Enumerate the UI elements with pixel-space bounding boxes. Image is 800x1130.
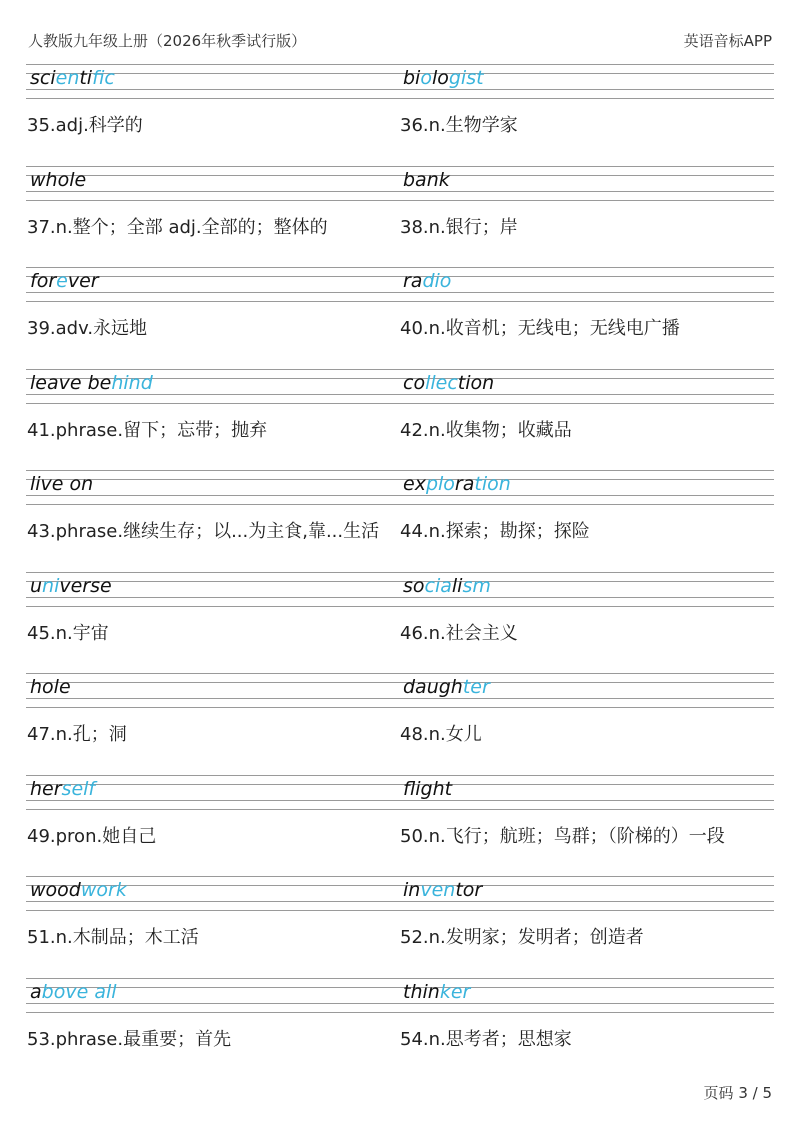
word-meaning: 35.adj.科学的 (27, 115, 143, 136)
english-word (30, 472, 93, 496)
syllable: whole (30, 168, 87, 191)
writing-rule (26, 987, 774, 988)
syllable-highlight: fic (92, 67, 115, 89)
writing-rule (26, 581, 774, 582)
word-meaning: 44.n.探索；勘探；探险 (400, 521, 590, 542)
syllable: u (30, 574, 43, 597)
writing-rule (26, 470, 774, 471)
word-meaning: 43.phrase.继续生存；以...为主食,靠...生活 (27, 521, 380, 542)
writing-lines (26, 166, 774, 202)
vocab-row (0, 369, 800, 471)
writing-rule (26, 978, 774, 979)
word-meaning: 39.adv.永远地 (27, 318, 148, 339)
syllable: tion (457, 371, 495, 394)
writing-rule (26, 885, 774, 886)
english-word (30, 980, 117, 1004)
word-meaning: 37.n.整个；全部 adj.全部的；整体的 (27, 216, 328, 238)
english-word (403, 574, 491, 598)
english-word (403, 980, 470, 1004)
syllable: thin (403, 980, 440, 1003)
writing-rule (26, 301, 774, 302)
syllable-highlight: tion (474, 473, 511, 495)
english-word (403, 777, 452, 801)
word-meaning: 38.n.银行；岸 (400, 216, 518, 238)
syllable: in (403, 879, 421, 901)
page-header (28, 30, 772, 52)
syllable-highlight: self (61, 777, 96, 800)
syllable: daugh (403, 676, 463, 698)
writing-lines (26, 470, 774, 506)
syllable: her (30, 777, 62, 800)
english-word (403, 66, 484, 90)
writing-rule (26, 775, 774, 776)
app-name: 英语音标APP (683, 32, 772, 50)
vocabulary-list (0, 64, 800, 1079)
english-word (403, 269, 451, 293)
syllable: for (30, 270, 57, 292)
word-meaning: 47.n.孔；洞 (27, 724, 127, 745)
word-meaning: 48.n.女儿 (400, 724, 482, 745)
english-word (403, 472, 511, 496)
vocab-row (0, 64, 800, 166)
english-word (403, 168, 450, 192)
syllable: ra (403, 270, 423, 292)
vocab-row (0, 978, 800, 1080)
writing-rule (26, 784, 774, 785)
vocab-row (0, 166, 800, 268)
writing-lines (26, 572, 774, 608)
syllable-highlight: ven (420, 879, 456, 901)
writing-rule (26, 267, 774, 268)
writing-rule (26, 597, 774, 598)
writing-rule (26, 682, 774, 683)
syllable: so (403, 574, 425, 597)
writing-rule (26, 175, 774, 176)
writing-lines (26, 876, 774, 912)
word-meaning: 52.n.发明家；发明者；创造者 (400, 927, 644, 948)
writing-rule (26, 403, 774, 404)
vocab-row (0, 673, 800, 775)
word-meaning: 42.n.收集物；收藏品 (400, 419, 572, 441)
writing-rule (26, 910, 774, 911)
syllable: bi (403, 67, 421, 89)
word-meaning: 46.n.社会主义 (400, 622, 518, 644)
syllable: ex (403, 473, 426, 495)
vocab-row (0, 572, 800, 674)
syllable-highlight: work (80, 879, 127, 901)
syllable-highlight: cia (424, 574, 452, 597)
vocab-row (0, 470, 800, 572)
writing-rule (26, 707, 774, 708)
vocab-row (0, 267, 800, 369)
syllable-highlight: llec (425, 371, 458, 394)
word-meaning: 49.pron.她自己 (27, 825, 157, 847)
syllable: flight (403, 777, 453, 800)
word-meaning: 40.n.收音机；无线电；无线电广播 (400, 318, 680, 339)
english-word (30, 66, 115, 90)
syllable: hole (30, 676, 71, 698)
word-meaning: 41.phrase.留下；忘带；抛弃 (27, 419, 268, 441)
syllable-highlight: ni (42, 574, 60, 597)
vocab-row (0, 876, 800, 978)
english-word (30, 878, 127, 902)
syllable: tor (455, 879, 483, 901)
writing-rule (26, 673, 774, 674)
english-word (30, 269, 99, 293)
writing-rule (26, 369, 774, 370)
syllable: li (451, 574, 463, 597)
english-word (30, 371, 153, 395)
english-word (403, 675, 490, 699)
page-number: 页码 3 / 5 (703, 1084, 772, 1102)
writing-rule (26, 1012, 774, 1013)
english-word (403, 371, 494, 395)
syllable: sci (30, 67, 56, 89)
english-word (30, 777, 95, 801)
syllable: ra (454, 473, 475, 495)
syllable-highlight: dio (422, 270, 452, 292)
syllable: ver (67, 270, 99, 292)
syllable-highlight: ter (462, 676, 490, 698)
syllable-highlight: o (420, 67, 432, 89)
word-meaning: 51.n.木制品；木工活 (27, 927, 199, 948)
english-word (30, 168, 86, 192)
writing-rule (26, 166, 774, 167)
english-word (30, 675, 71, 699)
writing-rule (26, 200, 774, 201)
writing-rule (26, 64, 774, 65)
writing-rule (26, 495, 774, 496)
word-meaning: 50.n.飞行；航班；鸟群；（阶梯的）一段 (400, 825, 725, 847)
writing-rule (26, 276, 774, 277)
syllable-highlight: hind (111, 371, 153, 394)
writing-rule (26, 800, 774, 801)
english-word (403, 878, 482, 902)
writing-rule (26, 292, 774, 293)
writing-rule (26, 606, 774, 607)
syllable-highlight: ker (439, 980, 471, 1003)
word-meaning: 54.n.思考者；思想家 (400, 1028, 572, 1050)
writing-rule (26, 698, 774, 699)
document-title: 人教版九年级上册（2026年秋季试行版） (28, 32, 307, 50)
syllable-highlight: bove all (41, 980, 117, 1003)
writing-rule (26, 572, 774, 573)
syllable-highlight: plo (425, 473, 455, 495)
syllable-highlight: sm (462, 574, 491, 597)
writing-rule (26, 98, 774, 99)
writing-lines (26, 64, 774, 100)
syllable: bank (403, 168, 450, 191)
syllable: co (403, 371, 426, 394)
syllable-highlight: en (55, 67, 80, 89)
word-meaning: 36.n.生物学家 (400, 115, 518, 136)
writing-rule (26, 901, 774, 902)
writing-rule (26, 479, 774, 480)
syllable: verse (59, 574, 112, 597)
syllable: live on (30, 473, 94, 495)
syllable-highlight: gist (448, 67, 484, 89)
writing-lines (26, 673, 774, 709)
syllable: a (30, 980, 42, 1003)
writing-rule (26, 809, 774, 810)
writing-rule (26, 1003, 774, 1004)
syllable: leave be (30, 371, 112, 394)
writing-lines (26, 267, 774, 303)
word-meaning: 45.n.宇宙 (27, 622, 109, 644)
english-word (30, 574, 112, 598)
writing-lines (26, 775, 774, 811)
syllable: ti (79, 67, 93, 89)
writing-rule (26, 504, 774, 505)
writing-rule (26, 73, 774, 74)
syllable-highlight: e (56, 270, 68, 292)
syllable: wood (30, 879, 81, 901)
writing-lines (26, 978, 774, 1014)
writing-rule (26, 876, 774, 877)
syllable: lo (431, 67, 449, 89)
writing-rule (26, 89, 774, 90)
writing-rule (26, 191, 774, 192)
word-meaning: 53.phrase.最重要；首先 (27, 1028, 232, 1050)
vocab-row (0, 775, 800, 877)
